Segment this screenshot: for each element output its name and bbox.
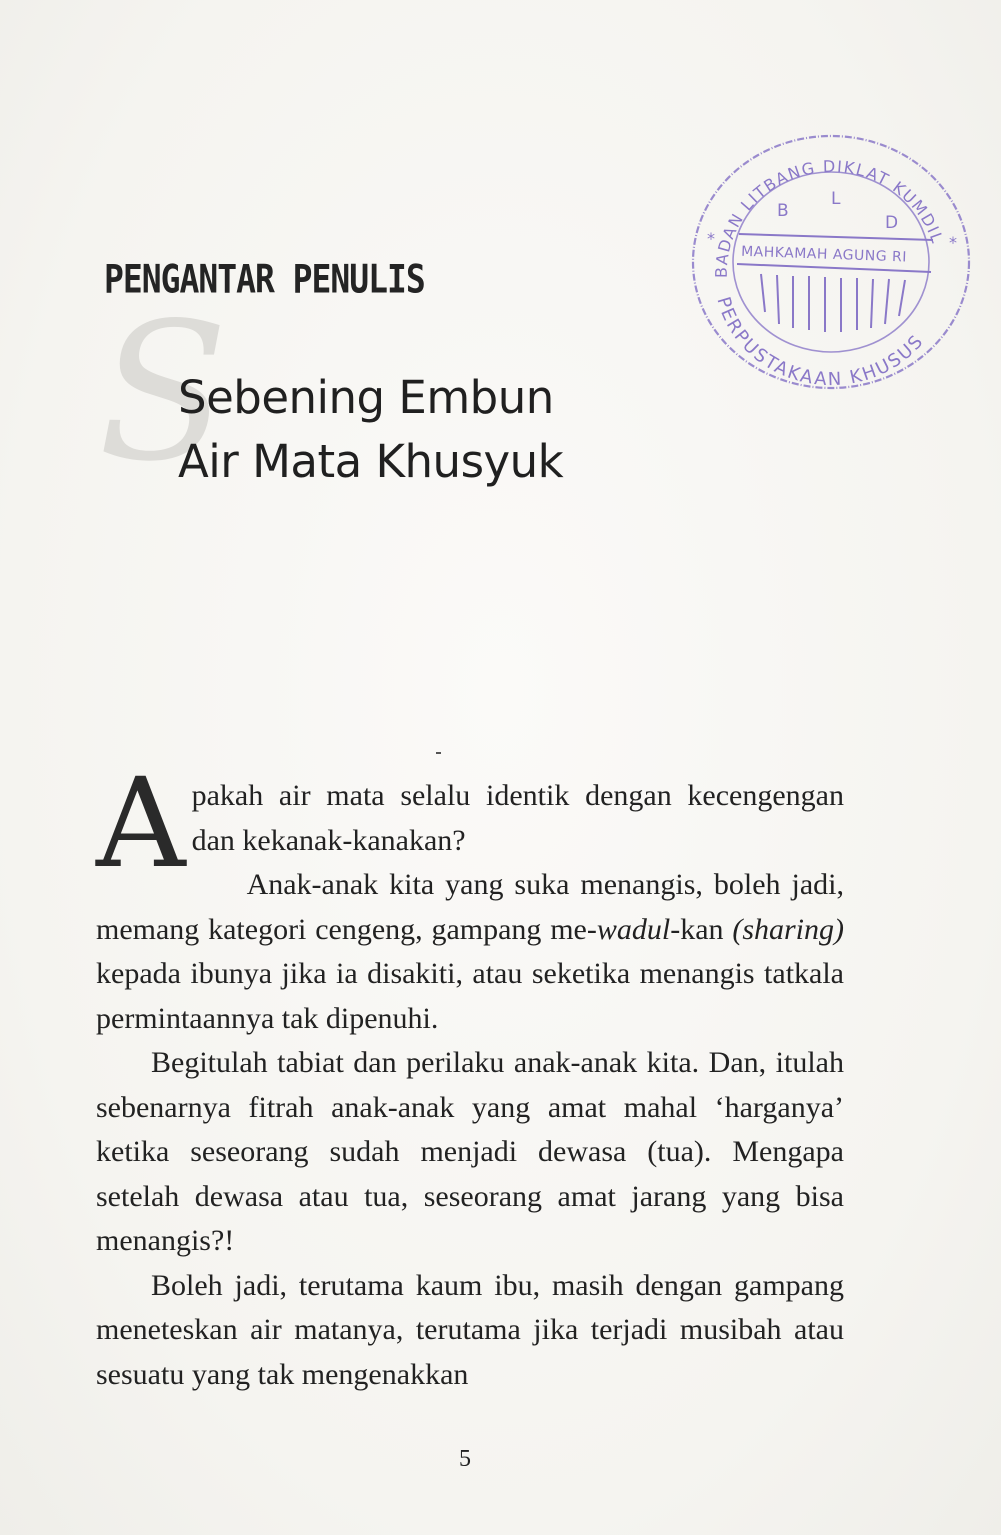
paragraph-2-text-c: kepada ibunya jika ia disakiti, atau seketika menangis tatkala permintaannya tak dipenuhi. bbox=[96, 957, 844, 1035]
body-text bbox=[96, 752, 844, 1397]
stamp-letter-l: L bbox=[831, 189, 841, 209]
paragraph-2-italic-term: wadul bbox=[596, 912, 671, 946]
stamp-bottom-text: PERPUSTAKAAN KHUSUS bbox=[712, 294, 929, 390]
drop-cap: A bbox=[96, 752, 186, 896]
stamp-band-text: MAHKAMAH AGUNG RI bbox=[740, 243, 908, 266]
paragraph-1-text: pakah air mata selalu identik dengan kecengengan dan kekanak-kanakan? bbox=[191, 779, 844, 857]
decorative-letter: S bbox=[98, 282, 229, 503]
stamp-star-left: * bbox=[707, 229, 715, 248]
stamp-letter-d: D bbox=[885, 213, 899, 233]
stamp-star-right: * bbox=[949, 233, 957, 252]
paragraph-1 bbox=[96, 752, 844, 896]
stamp-letter-b: B bbox=[777, 201, 789, 221]
paragraph-2-text-a: Anak-anak kita yang suka menangis, boleh jadi, memang kategori cengeng, gampang me- bbox=[96, 868, 844, 946]
chapter-title-line-1: Sebening Embun bbox=[178, 371, 554, 424]
paragraph-2-text-b: -kan bbox=[670, 912, 733, 946]
page-number: 5 bbox=[459, 1446, 471, 1472]
library-stamp bbox=[685, 128, 975, 390]
section-label: PENGANTAR PENULIS bbox=[104, 256, 425, 303]
chapter-title-line-2: Air Mata Khusyuk bbox=[178, 435, 564, 488]
paragraph-2-italic-gloss: (sharing) bbox=[732, 912, 844, 946]
paragraph-2 bbox=[96, 863, 844, 1041]
print-mark bbox=[436, 752, 441, 754]
stamp-pillars bbox=[761, 274, 905, 332]
paragraph-4: Boleh jadi, terutama kaum ibu, masih dengan gampang meneteskan air matanya, terutama jika terjadi musibah atau sesuatu yang tak mengenakkan bbox=[96, 1268, 844, 1391]
stamp-top-text: BADAN LITBANG DIKLAT KUMDIL bbox=[711, 156, 948, 279]
paragraph-3: Begitulah tabiat dan perilaku anak-anak kita. Dan, itulah sebenarnya fitrah anak-anak yang amat mahal ‘harganya’ ketika seseorang sudah menjadi dewasa (tua). Mengapa setelah dewasa atau tua, seseorang amat jarang yang bisa menangis?! bbox=[96, 1046, 844, 1257]
chapter-title bbox=[178, 366, 563, 494]
